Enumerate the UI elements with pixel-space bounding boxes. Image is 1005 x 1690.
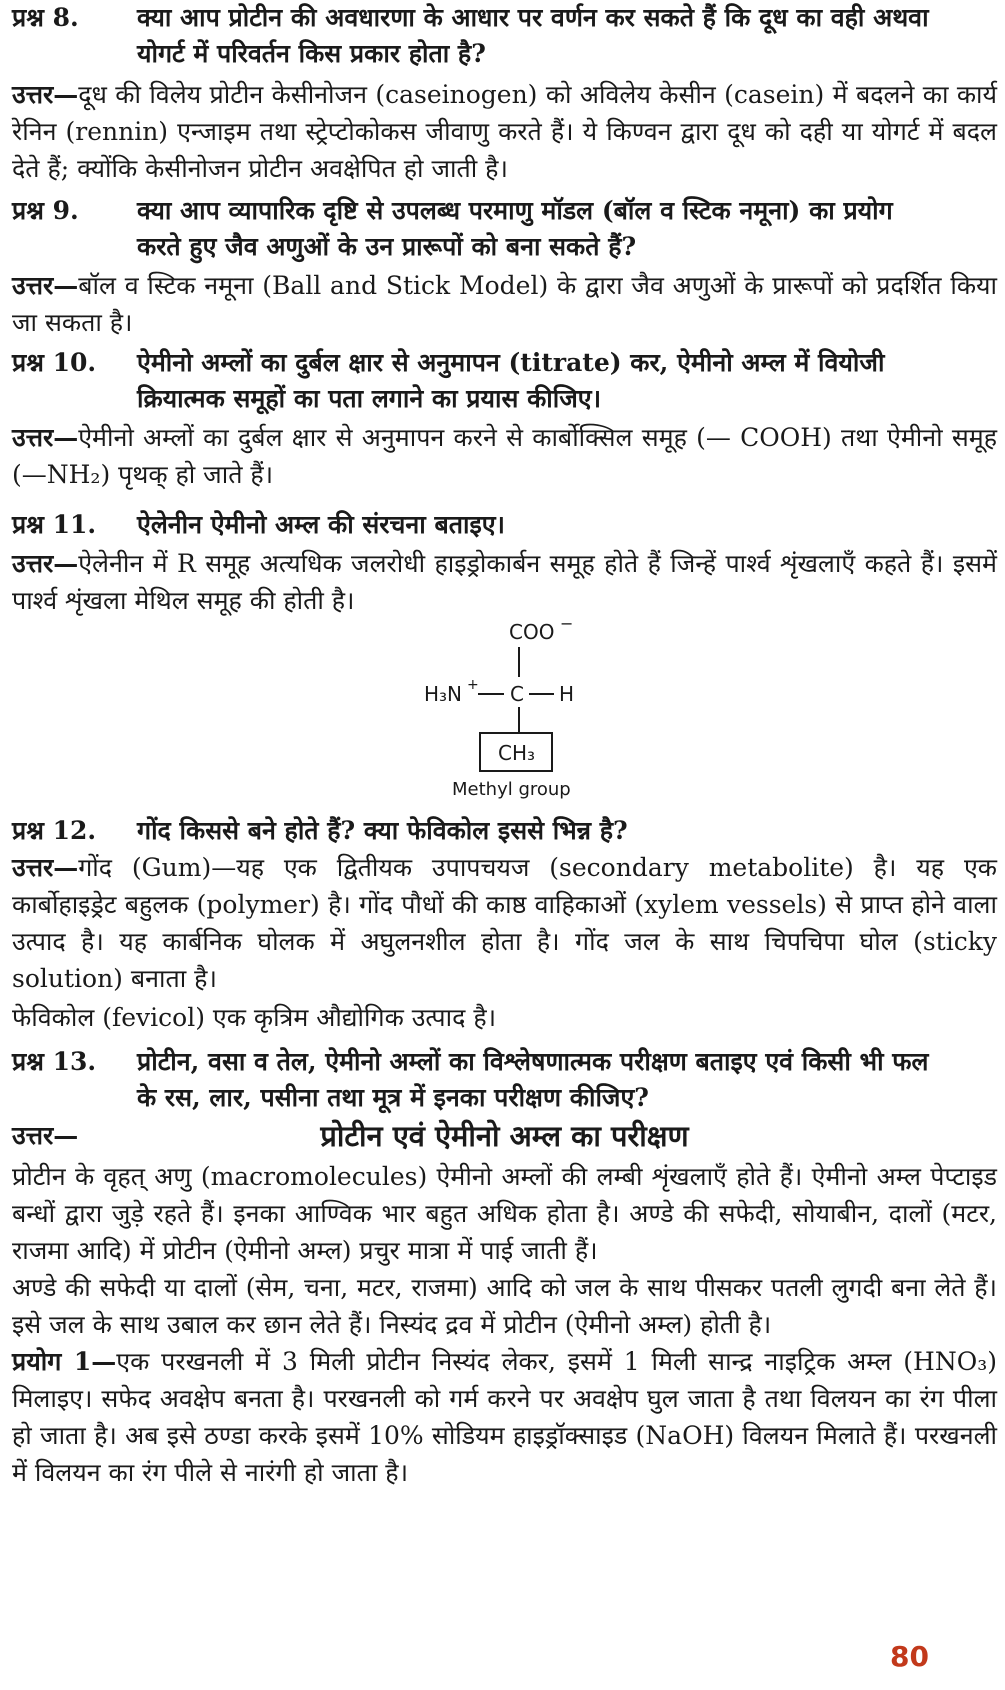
methyl-label: CH₃ — [498, 741, 536, 765]
question-label: प्रश्न 11. — [12, 510, 97, 539]
question-label: प्रश्न 9. — [12, 196, 79, 225]
alanine-structure-diagram — [12, 619, 997, 809]
section-title: प्रोटीन एवं ऐमीनो अम्ल का परीक्षण — [320, 1119, 689, 1153]
page — [12, 0, 997, 1491]
question-10 — [12, 345, 997, 417]
answer-13-paragraph-1: प्रोटीन के वृहत् अणु (macromolecules) ऐमीनो अम्लों की लम्बी शृंखलाएँ होते हैं। ऐमीनो अम्ल पेप्टाइड बन्धों द्वारा जुड़े रहते हैं। इनका आण्विक भार बहुत अधिक होता है। अण्डे की सफेदी, सोयाबीन, दालों (मटर, राजमा आदि) में प्रोटीन (ऐमीनो अम्ल) प्रचुर मात्रा में पाई जाती हैं। — [12, 1162, 997, 1265]
question-13 — [12, 1044, 997, 1116]
answer-text: बॉल व स्टिक नमूना (Ball and Stick Model) के द्वारा जैव अणुओं के प्रारूपों को प्रदर्शित किया जा सकता है। — [12, 271, 997, 337]
answer-9 — [12, 267, 997, 341]
answer-12 — [12, 849, 997, 997]
answer-label: उत्तर— — [12, 1121, 79, 1150]
alpha-carbon-label: C — [510, 682, 524, 706]
answer-text: गोंद (Gum)—यह एक द्वितीयक उपापचयज (secondary metabolite) है। यह एक कार्बोहाइड्रेट बहुलक (polymer) है। गोंद पौधों की काष्ठ वाहिकाओं (xylem vessels) से प्राप्त होने वाला उत्पाद है। यह कार्बनिक घोलक में अघुलनशील होता है। गोंद जल के साथ चिपचिपा घोल (sticky solution) बनाता है। — [12, 853, 997, 993]
question-text: ऐलेनीन ऐमीनो अम्ल की संरचना बताइए। — [137, 510, 506, 539]
experiment-label: प्रयोग 1— — [12, 1347, 117, 1376]
question-text-continued: के रस, लार, पसीना तथा मूत्र में इनका परीक्षण कीजिए? — [137, 1083, 649, 1112]
answer-label: उत्तर— — [12, 271, 79, 300]
question-text: ऐमीनो अम्लों का दुर्बल क्षार से अनुमापन (titrate) कर, ऐमीनो अम्ल में वियोजी — [137, 348, 885, 377]
page-number: 80 — [890, 1640, 929, 1673]
question-text-continued: करते हुए जैव अणुओं के उन प्रारूपों को बना सकते हैं? — [137, 232, 637, 261]
question-text: गोंद किससे बने होते हैं? क्या फेविकोल इससे भिन्न है? — [137, 816, 628, 845]
question-8 — [12, 0, 997, 72]
answer-label: उत्तर— — [12, 853, 79, 882]
carboxylate-charge: − — [560, 619, 574, 633]
question-text-continued: योगर्ट में परिवर्तन किस प्रकार होता है? — [137, 39, 486, 68]
question-text: प्रोटीन, वसा व तेल, ऐमीनो अम्लों का विश्लेषणात्मक परीक्षण बताइए एवं किसी भी फल — [137, 1047, 929, 1076]
answer-label: उत्तर— — [12, 423, 79, 452]
question-label: प्रश्न 10. — [12, 348, 97, 377]
answer-11 — [12, 545, 997, 619]
amino-group-label: H₃N — [424, 682, 463, 706]
question-label: प्रश्न 8. — [12, 3, 79, 32]
answer-label: उत्तर— — [12, 80, 79, 109]
answer-label: उत्तर— — [12, 549, 79, 578]
carboxylate-label: COO — [509, 620, 555, 644]
question-12 — [12, 813, 997, 849]
answer-text: दूध की विलेय प्रोटीन केसीनोजन (caseinogen) को अविलेय केसीन (casein) में बदलने का कार्य रेनिन (rennin) एन्जाइम तथा स्ट्रेप्टोकोकस जीवाणु करते हैं। ये किण्वन द्वारा दूध को दही या योगर्ट में बदल देते हैं; क्योंकि केसीनोजन प्रोटीन अवक्षेपित हो जाती है। — [12, 80, 997, 183]
question-text: क्या आप व्यापारिक दृष्टि से उपलब्ध परमाणु मॉडल (बॉल व स्टिक नमूना) का प्रयोग — [137, 196, 893, 225]
question-11 — [12, 507, 997, 543]
experiment-text: एक परखनली में 3 मिली प्रोटीन निस्यंद लेकर, इसमें 1 मिली सान्द्र नाइट्रिक अम्ल (HNO₃) मिलाइए। सफेद अवक्षेप बनता है। परखनली को गर्म करने पर अवक्षेप घुल जाता है तथा विलयन का रंग पीला हो जाता है। अब इसे ठण्डा करके इसमें 10% सोडियम हाइड्रॉक्साइड (NaOH) विलयन मिलाते हैं। परखनली में विलयन का रंग पीले से नारंगी हो जाता है। — [12, 1347, 997, 1487]
answer-13-paragraph-2: अण्डे की सफेदी या दालों (सेम, चना, मटर, राजमा) आदि को जल के साथ पीसकर पतली लुगदी बना लेते हैं। इसे जल के साथ उबाल कर छान लेते हैं। निस्यंद द्रव में प्रोटीन (ऐमीनो अम्ल) होती है। — [12, 1273, 997, 1339]
amino-charge: + — [467, 677, 479, 693]
answer-13-experiment-1 — [12, 1343, 997, 1491]
question-label: प्रश्न 13. — [12, 1047, 97, 1076]
answer-text: ऐलेनीन में R समूह अत्यधिक जलरोधी हाइड्रोकार्बन समूह होते हैं जिन्हें पार्श्व शृंखलाएँ कहते हैं। इसमें पार्श्व शृंखला मेथिल समूह की होती है। — [12, 549, 997, 615]
alanine-structure-svg — [12, 619, 997, 809]
answer-10 — [12, 419, 997, 493]
question-9 — [12, 193, 997, 265]
answer-12-note: फेविकोल (fevicol) एक कृत्रिम औद्योगिक उत्पाद है। — [12, 1003, 497, 1032]
question-label: प्रश्न 12. — [12, 816, 97, 845]
methyl-caption: Methyl group — [452, 779, 571, 800]
answer-8 — [12, 76, 997, 187]
section-heading — [12, 1116, 997, 1156]
question-text: क्या आप प्रोटीन की अवधारणा के आधार पर वर्णन कर सकते हैं कि दूध का वही अथवा — [137, 3, 929, 32]
hydrogen-label: H — [559, 682, 575, 706]
answer-text: ऐमीनो अम्लों का दुर्बल क्षार से अनुमापन करने से कार्बोक्सिल समूह (— COOH) तथा ऐमीनो समूह (—NH₂) पृथक् हो जाते हैं। — [12, 423, 997, 489]
question-text-continued: क्रियात्मक समूहों का पता लगाने का प्रयास कीजिए। — [137, 384, 602, 413]
